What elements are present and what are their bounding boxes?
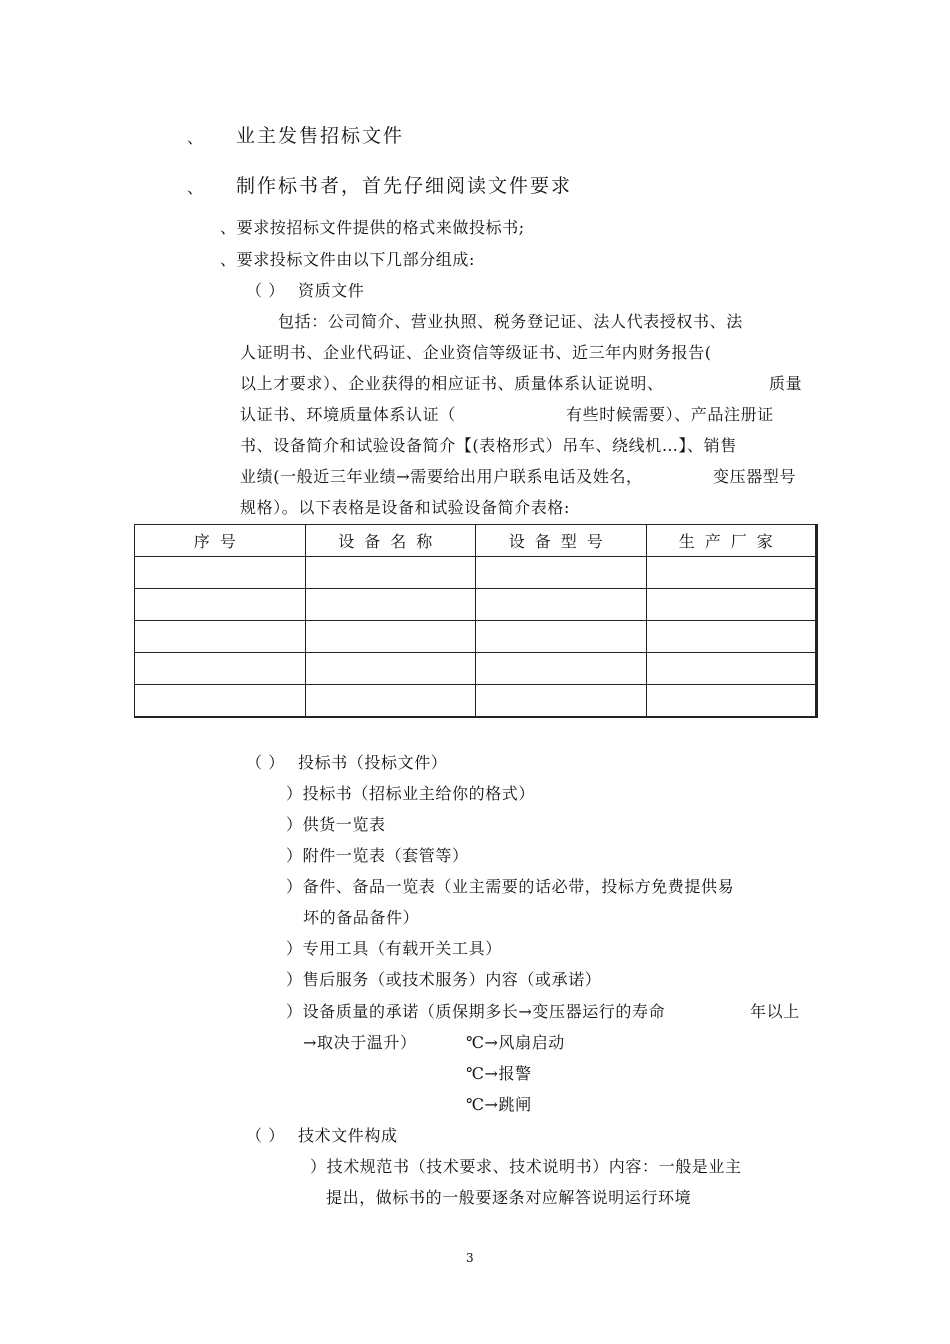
qualification-line-6: 业绩(一般近三年业绩→需要给出用户联系电话及姓名， (240, 467, 643, 486)
section1-marker: 、 (187, 128, 204, 147)
bid-fragment-alarm: ℃→报警 (466, 1064, 532, 1083)
qualification-marker: （ ） (246, 281, 285, 300)
table-row (135, 589, 817, 621)
bid-document-marker: （ ） (246, 753, 285, 772)
qualification-line-7: 规格）。以下表格是设备和试验设备简介表格: (240, 498, 570, 517)
table-row (135, 653, 817, 685)
bid-item-7: ）设备质量的承诺（质保期多长→变压器运行的寿命 (286, 1002, 666, 1021)
qualification-line-4: 认证书、环境质量体系认证（ (240, 405, 456, 424)
bid-item-4-continued: 坏的备品备件） (303, 908, 420, 927)
table-cell (476, 589, 647, 621)
technical-line-1: ）技术规范书（技术要求、技术说明书）内容：一般是业主 (310, 1157, 742, 1176)
table-cell (305, 557, 476, 589)
qualification-title: 资质文件 (298, 281, 365, 300)
qualification-fragment-sometimes: 有些时候需要）、产品注册证 (566, 405, 774, 424)
bid-item-6: ）售后服务（或技术服务）内容（或承诺） (286, 970, 602, 989)
table-cell (305, 589, 476, 621)
table-cell (646, 653, 817, 685)
section1-title: 业主发售招标文件 (236, 125, 405, 147)
section2-marker: 、 (187, 178, 204, 197)
table-cell (135, 653, 306, 685)
table-cell (135, 685, 306, 718)
table-cell (646, 589, 817, 621)
requirement-2: 、要求投标文件由以下几部分组成: (220, 250, 475, 269)
table-cell (476, 653, 647, 685)
table-row (135, 557, 817, 589)
header-serial-number: 序号 (135, 525, 306, 557)
header-equipment-model: 设备型号 (476, 525, 647, 557)
qualification-fragment-transformer: 变压器型号 (713, 467, 797, 486)
qualification-line-3: 以上才要求）、企业获得的相应证书、质量体系认证说明、 (240, 374, 664, 393)
bid-item-2: ）供货一览表 (286, 815, 386, 834)
table-cell (135, 589, 306, 621)
bid-fragment-trip: ℃→跳闸 (466, 1095, 532, 1114)
technical-title: 技术文件构成 (298, 1126, 398, 1145)
technical-marker: （ ） (246, 1126, 285, 1145)
table-row (135, 685, 817, 718)
qualification-line-1: 包括：公司简介、营业执照、税务登记证、法人代表授权书、法 (278, 312, 743, 331)
table-cell (646, 621, 817, 653)
qualification-line-5: 书、设备简介和试验设备简介【(表格形式）吊车、绕线机…】、销售 (240, 436, 737, 455)
table-cell (305, 685, 476, 718)
header-manufacturer: 生产厂家 (646, 525, 817, 557)
table-cell (646, 557, 817, 589)
table-cell (305, 621, 476, 653)
table-row (135, 621, 817, 653)
qualification-line-2: 人证明书、企业代码证、企业资信等级证书、近三年内财务报告( (240, 343, 712, 362)
table-cell (305, 653, 476, 685)
bid-item-1: ）投标书（招标业主给你的格式） (286, 784, 536, 803)
section2-title: 制作标书者，首先仔细阅读文件要求 (236, 175, 573, 197)
technical-line-2: 提出，做标书的一般要逐条对应解答说明运行环境 (326, 1188, 692, 1207)
bid-item-4: ）备件、备品一览表（业主需要的话必带，投标方免费提供易 (286, 877, 735, 896)
table-header-row (135, 525, 817, 557)
table-cell (646, 685, 817, 718)
bid-item-5: ）专用工具（有载开关工具） (286, 939, 502, 958)
bid-fragment-years: 年以上 (750, 1002, 800, 1021)
equipment-table (134, 524, 818, 718)
page-number: 3 (466, 1251, 474, 1265)
bid-fragment-fan-start: ℃→风扇启动 (466, 1033, 565, 1052)
header-equipment-name: 设备名称 (305, 525, 476, 557)
requirement-1: 、要求按招标文件提供的格式来做投标书; (220, 218, 525, 237)
qualification-fragment-quality: 质量 (769, 374, 803, 393)
bid-item-7-continued: →取决于温升） (303, 1033, 417, 1052)
table-cell (135, 557, 306, 589)
table-cell (476, 621, 647, 653)
bid-item-3: ）附件一览表（套管等） (286, 846, 469, 865)
table-cell (476, 557, 647, 589)
table-cell (476, 685, 647, 718)
table-cell (135, 621, 306, 653)
bid-document-title: 投标书（投标文件） (298, 753, 448, 772)
